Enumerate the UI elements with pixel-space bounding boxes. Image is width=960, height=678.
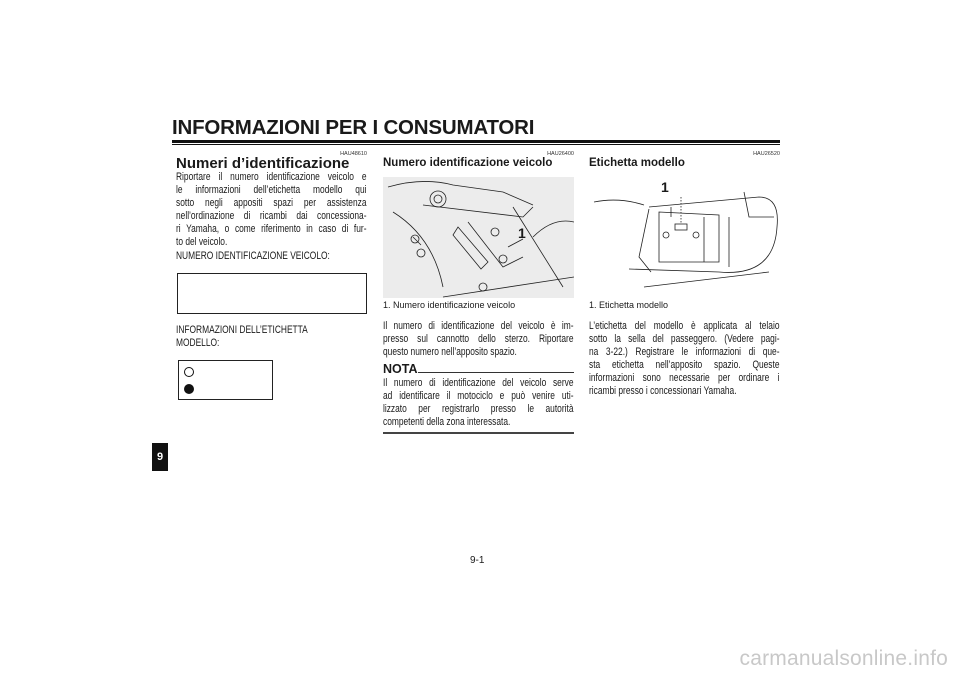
text-line: lizzato per registrarlo presso le autorità xyxy=(383,403,574,416)
text-line: questo numero nell’apposito spazio. xyxy=(383,346,517,359)
text-line: L’etichetta del modello è applicata al telaio xyxy=(589,320,780,332)
section-code: HAU26520 xyxy=(753,151,780,157)
vin-location-illustration xyxy=(383,177,574,298)
note-rule xyxy=(418,372,574,373)
paragraph xyxy=(589,320,780,399)
text-line: competenti della zona interessata. xyxy=(383,416,511,429)
text-line: sotto la sella del passeggero. (Vedere pagi- xyxy=(589,333,780,346)
circle-filled-icon xyxy=(184,384,194,394)
section-code: HAU26400 xyxy=(547,151,574,157)
text-line: ricambi presso i concessionari Yamaha. xyxy=(589,385,737,398)
model-entry-box[interactable] xyxy=(178,360,273,400)
title-rule-thin xyxy=(172,144,780,145)
figure-caption: 1. Numero identificazione veicolo xyxy=(383,300,516,310)
text-line: nell’ordinazione di ricambi dai concessiona- xyxy=(176,210,367,223)
model-label xyxy=(176,324,367,350)
text-line: le informazioni dell’etichetta modello qui xyxy=(176,184,367,197)
section-heading: Numero identificazione veicolo xyxy=(383,157,553,169)
text-line: Il numero di identificazione del veicolo è im- xyxy=(383,320,574,332)
text-line: to del veicolo. xyxy=(176,236,228,249)
text-line: INFORMAZIONI DELL’ETICHETTA xyxy=(176,324,308,336)
section-heading: Etichetta modello xyxy=(589,157,685,169)
paragraph xyxy=(383,320,574,359)
section-heading: Numeri d’identificazione xyxy=(176,155,350,172)
page-number: 9-1 xyxy=(470,555,485,566)
text-line: sotto negli appositi spazi per assistenza xyxy=(176,197,367,210)
text-line: ri Yamaha, o come riferimento in caso di fur- xyxy=(176,223,367,236)
text-line: presso sul cannotto dello sterzo. Riportare xyxy=(383,333,574,346)
circle-outline-icon xyxy=(184,367,194,377)
paragraph xyxy=(176,171,367,263)
vin-entry-box[interactable] xyxy=(177,273,367,314)
text-line: na 3-22.) Registrare le informazioni di que- xyxy=(589,346,780,359)
callout-number: 1 xyxy=(661,179,669,195)
note-title: NOTA xyxy=(383,362,418,376)
figure-caption: 1. Etichetta modello xyxy=(589,300,669,310)
watermark: carmanualsonline.info xyxy=(739,647,948,670)
title-rule xyxy=(172,140,780,143)
text-line: MODELLO: xyxy=(176,337,220,350)
note-end-rule xyxy=(383,432,574,434)
chapter-tab: 9 xyxy=(152,443,168,471)
text-line: ad identificare il motociclo e può venire uti- xyxy=(383,390,574,403)
model-label-illustration xyxy=(589,177,780,298)
text-line: sta etichetta nell’apposito spazio. Queste xyxy=(589,359,780,372)
note-text xyxy=(383,377,574,429)
section-code: HAU48610 xyxy=(340,151,367,157)
text-line: Riportare il numero identificazione veicolo e xyxy=(176,171,367,183)
vin-label: NUMERO IDENTIFICAZIONE VEICOLO: xyxy=(176,249,330,262)
text-line: informazioni sono necessarie per ordinare i xyxy=(589,372,780,385)
callout-number: 1 xyxy=(518,225,526,241)
text-line: Il numero di identificazione del veicolo serve xyxy=(383,377,574,389)
page-title: INFORMAZIONI PER I CONSUMATORI xyxy=(172,116,535,139)
